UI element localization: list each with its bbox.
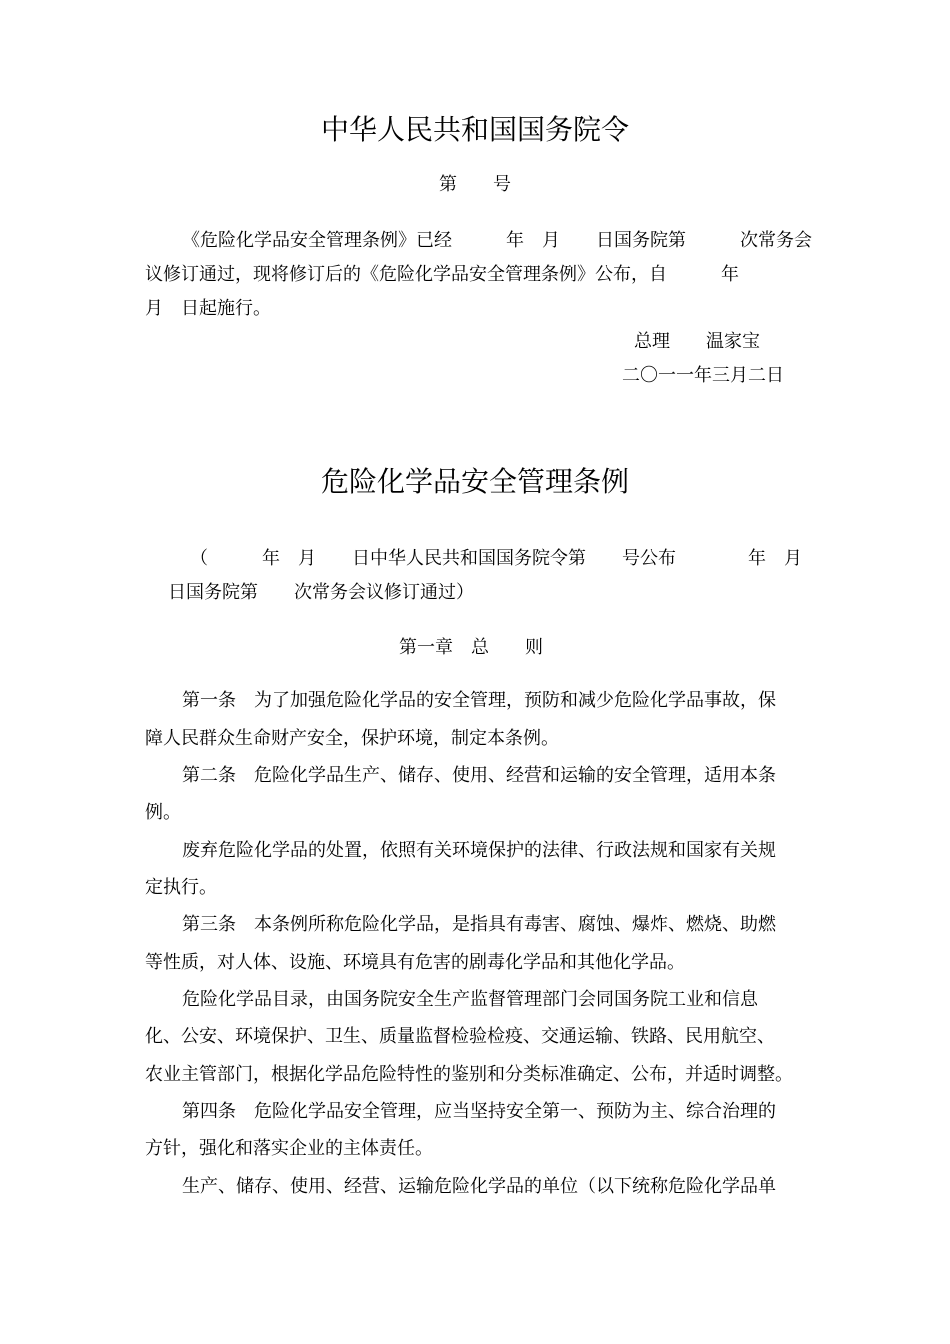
regulation-title: 危险化学品安全管理条例 — [320, 465, 629, 498]
regulation-note-line: （ 年 月 日中华人民共和国国务院令第 号公布 年 月 — [190, 548, 802, 569]
order-signer: 总理 温家宝 — [634, 331, 760, 352]
order-body-line: 《危险化学品安全管理条例》已经 年 月 日国务院第 次常务会 — [182, 230, 812, 251]
article-line: 生产、储存、使用、经营、运输危险化学品的单位（以下统称危险化学品单 — [182, 1176, 776, 1197]
article-line: 第一条 为了加强危险化学品的安全管理，预防和减少危险化学品事故，保 — [182, 690, 776, 711]
article-line: 第四条 危险化学品安全管理，应当坚持安全第一、预防为主、综合治理的 — [182, 1101, 776, 1122]
order-number: 第 号 — [439, 174, 511, 195]
regulation-note-line: 日国务院第 次常务会议修订通过） — [168, 582, 474, 603]
article-line: 农业主管部门，根据化学品危险特性的鉴别和分类标准确定、公布，并适时调整。 — [145, 1064, 793, 1085]
chapter-heading: 第一章 总 则 — [399, 637, 543, 658]
article-line: 第二条 危险化学品生产、储存、使用、经营和运输的安全管理，适用本条 — [182, 765, 776, 786]
order-title: 中华人民共和国国务院令 — [320, 113, 629, 146]
article-line: 第三条 本条例所称危险化学品，是指具有毒害、腐蚀、爆炸、燃烧、助燃 — [182, 914, 776, 935]
article-line: 等性质，对人体、设施、环境具有危害的剧毒化学品和其他化学品。 — [145, 952, 685, 973]
article-line: 定执行。 — [145, 877, 217, 898]
order-body-line: 月 日起施行。 — [145, 298, 271, 319]
article-line: 例。 — [145, 802, 181, 823]
article-line: 方针，强化和落实企业的主体责任。 — [145, 1138, 433, 1159]
article-line: 化、公安、环境保护、卫生、质量监督检验检疫、交通运输、铁路、民用航空、 — [145, 1026, 775, 1047]
article-line: 危险化学品目录，由国务院安全生产监督管理部门会同国务院工业和信息 — [182, 989, 758, 1010]
article-line: 废弃危险化学品的处置，依照有关环境保护的法律、行政法规和国家有关规 — [182, 840, 776, 861]
article-line: 障人民群众生命财产安全，保护环境，制定本条例。 — [145, 728, 559, 749]
order-date: 二〇一一年三月二日 — [622, 365, 784, 386]
order-body-line: 议修订通过，现将修订后的《危险化学品安全管理条例》公布，自 年 — [145, 264, 739, 285]
